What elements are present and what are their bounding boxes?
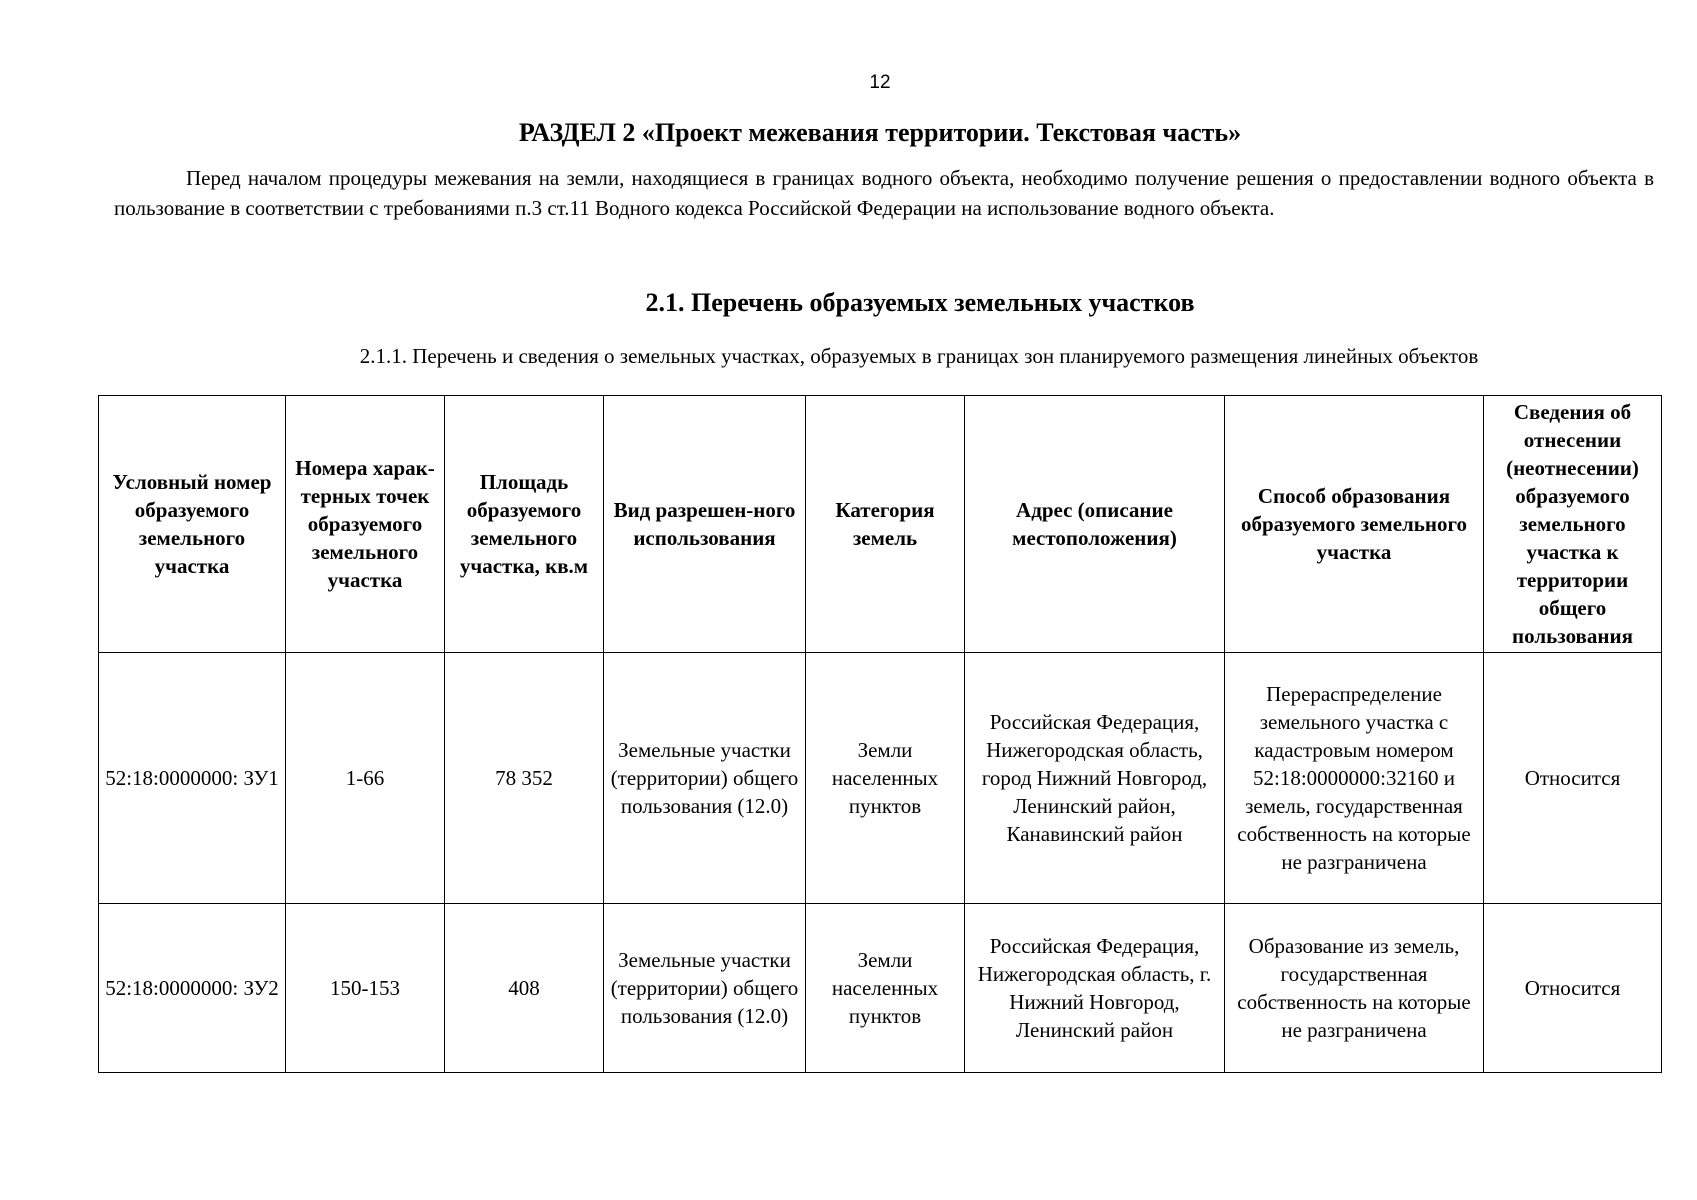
intro-paragraph: Перед началом процедуры межевания на земли, находящиеся в границах водного объекта, необходимо получение решения о предоставлении водного объекта в пользование в соответствии с требованиями п.3 ст.11 Водного кодекса Российской Федерации на использование водного объекта. [114,166,1654,220]
section-title: РАЗДЕЛ 2 «Проект межевания территории. Текстовая часть» [518,118,1242,147]
subsection-title: 2.1. Перечень образуемых земельных участков [645,288,1195,317]
table-header-row [99,396,1662,653]
header-point-numbers: Номера харак-терных точек образуемого земельного участка [286,396,445,653]
page-number: 12 [869,72,891,93]
cell-formation-method: Образование из земель, государственная собственность на которые не разграничена [1225,904,1484,1073]
cell-land-category: Земли населенных пунктов [806,904,965,1073]
header-address: Адрес (описание местоположения) [965,396,1225,653]
table-row [99,904,1662,1073]
header-conditional-number: Условный номер образуемого земельного участка [99,396,286,653]
table-row [99,653,1662,904]
cell-point-numbers: 150-153 [286,904,445,1073]
table-caption: 2.1.1. Перечень и сведения о земельных участках, образуемых в границах зон планируемого размещения линейных объектов [359,344,1479,368]
header-formation-method: Способ образования образуемого земельного участка [1225,396,1484,653]
header-permitted-use: Вид разрешен-ного использования [604,396,806,653]
cell-permitted-use: Земельные участки (территории) общего пользования (12.0) [604,904,806,1073]
cell-area: 408 [445,904,604,1073]
cell-public-use-status: Относится [1484,904,1662,1073]
header-public-use-status: Сведения об отнесении (неотнесении) образуемого земельного участка к территории общего пользования [1484,396,1662,653]
cell-point-numbers: 1-66 [286,653,445,904]
cell-address: Российская Федерация, Нижегородская область, город Нижний Новгород, Ленинский район, Канавинский район [965,653,1225,904]
cell-conditional-number: 52:18:0000000: ЗУ2 [99,904,286,1073]
cell-conditional-number: 52:18:0000000: ЗУ1 [99,653,286,904]
cell-formation-method: Перераспределение земельного участка с кадастровым номером 52:18:0000000:32160 и земель, государственная собственность на которые не разграничена [1225,653,1484,904]
cell-land-category: Земли населенных пунктов [806,653,965,904]
cell-area: 78 352 [445,653,604,904]
header-area: Площадь образуемого земельного участка, кв.м [445,396,604,653]
cell-address: Российская Федерация, Нижегородская область, г. Нижний Новгород, Ленинский район [965,904,1225,1073]
cell-permitted-use: Земельные участки (территории) общего пользования (12.0) [604,653,806,904]
header-land-category: Категория земель [806,396,965,653]
cell-public-use-status: Относится [1484,653,1662,904]
land-plots-table [98,395,1662,1073]
